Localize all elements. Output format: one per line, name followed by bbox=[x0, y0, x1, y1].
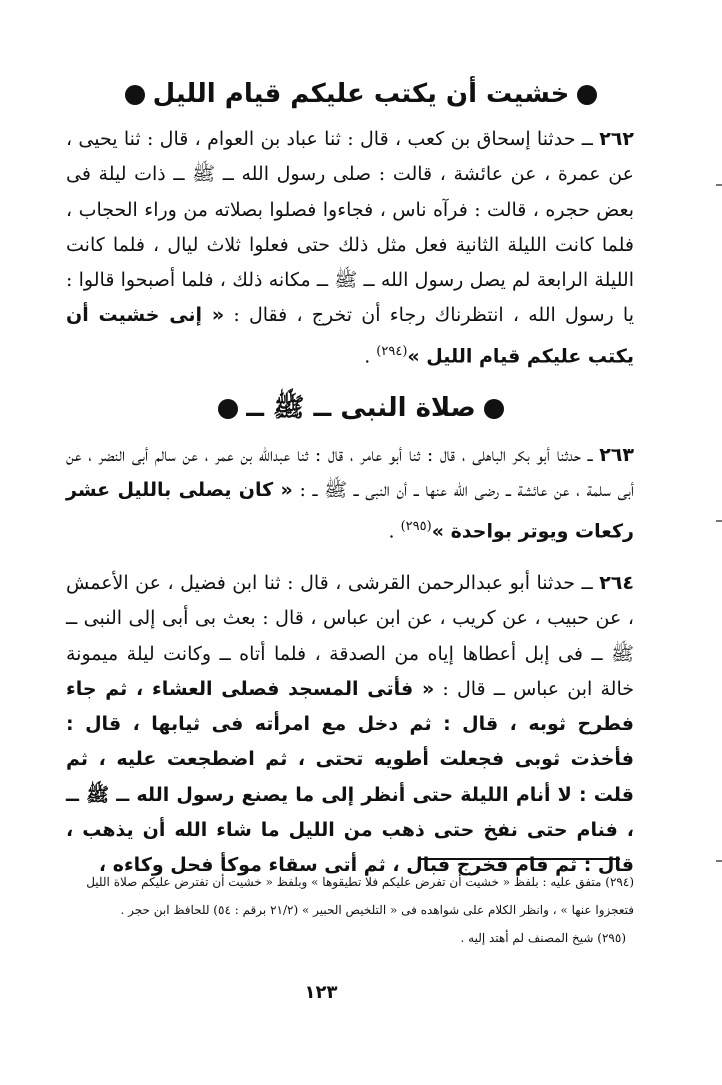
page-number: ١٢٣ bbox=[304, 982, 338, 1003]
section-heading-2 bbox=[100, 388, 622, 428]
heading-1-text: خشيت أن يكتب عليكم قيام الليل bbox=[152, 79, 570, 109]
sentence-end: . bbox=[364, 345, 371, 368]
hadith-text: ــ حدثنا أبو عبدالرحمن القرشى ، قال : ثنا ابن فضيل ، عن الأعمش ، عن حبيب ، عن كريب ، عن ابن عباس ، قال : بعث بى أبى إلى النبى ــ ﷺ ــ فى إبل أعطاها إياه من الصدقة ، فلما أتاه ــ وكانت ليلة ميمونة خالة ابن عباس ــ قال : bbox=[66, 572, 634, 700]
bullet-dot-icon bbox=[577, 85, 597, 105]
hadith-number: ٢٦٤ bbox=[599, 572, 634, 594]
hadith-262 bbox=[66, 122, 634, 374]
hadith-number: ٢٦٣ bbox=[599, 444, 634, 466]
section-heading-1 bbox=[100, 74, 622, 114]
margin-mark bbox=[716, 184, 722, 186]
footnote-295: (٢٩٥) شيخ المصنف لم أهتد إليه . bbox=[460, 931, 626, 945]
heading-2-text: صلاة النبى ــ ﷺ ــ bbox=[246, 393, 476, 423]
hadith-263 bbox=[66, 438, 634, 549]
footnote-ref: (٢٩٥) bbox=[400, 518, 432, 534]
hadith-quote: « كان يصلى بالليل عشر ركعات ويوتر بواحدة » bbox=[66, 479, 634, 542]
hadith-text: ــ حدثنا أبو بكر الباهلى ، قال : ثنا أبو عامر ، قال : ثنا عبدالله بن عمر ، عن سالم أبى النضر ، عن أبى سلمة ، عن عائشة ــ رضى الله عنها ــ أن النبى ــ ﷺ ــ : bbox=[66, 444, 634, 502]
bullet-dot-icon bbox=[218, 399, 238, 419]
margin-mark bbox=[716, 860, 722, 862]
footnote-ref: (٢٩٤) bbox=[376, 343, 408, 359]
bullet-dot-icon bbox=[125, 85, 145, 105]
hadith-quote: « إنى خشيت أن يكتب عليكم قيام الليل » bbox=[66, 304, 634, 368]
sentence-end: . bbox=[388, 519, 395, 542]
hadith-quote: « فأتى المسجد فصلى العشاء ، ثم جاء فطرح ثوبه ، قال : ثم دخل مع امرأته فى ثيابها ، قال : فأخذت ثوبى فجعلت أطويه تحتى ، ثم اضطجعت عليه ، ثم قلت : لا أنام الليلة حتى أنظر إلى ما يصنع رسول الله ــ ﷺ ــ ، فنام حتى نفخ حتى ذهب من الليل ما شاء الله أن يذهب ، قال : ثم قام فخرج فبال ، ثم أتى سقاء موكأ فحل وكاءه ، bbox=[66, 677, 634, 877]
footnote-294: (٢٩٤) متفق عليه : بلفظ « خشيت أن تفرض عليكم فلا تطيقوها » وبلفظ « خشيت أن تفترض عليكم صلاة الليل فتعجزوا عنها » ، وانظر الكلام على شواهده فى « التلخيص الحبير » (٢١/٢ برقم : ٥٤) للحافظ ابن حجر . bbox=[86, 875, 634, 917]
hadith-264 bbox=[66, 566, 634, 884]
bullet-dot-icon bbox=[484, 399, 504, 419]
footnotes bbox=[66, 868, 634, 952]
footnote-separator bbox=[420, 858, 620, 860]
hadith-number: ٢٦٢ bbox=[599, 128, 634, 150]
margin-mark bbox=[716, 520, 722, 522]
hadith-text: ــ حدثنا إسحاق بن كعب ، قال : ثنا عباد بن العوام ، قال : ثنا يحيى ، عن عمرة ، عن عائشة ، قالت : صلى رسول الله ــ ﷺ ــ ذات ليلة فى بعض حجره ، قالت : فرآه ناس ، فجاءوا فصلوا بصلاته من وراء الحجاب ، فلما كانت الليلة الثانية فعل مثل ذلك حتى فعلوا ثلاث ليال ، فلما كانت الليلة الرابعة لم يصل رسول الله ــ ﷺ ــ مكانه ذلك ، فلما أصبحوا قالوا : يا رسول الله ، انتظرناك رجاء أن تخرج ، فقال : bbox=[66, 128, 634, 327]
